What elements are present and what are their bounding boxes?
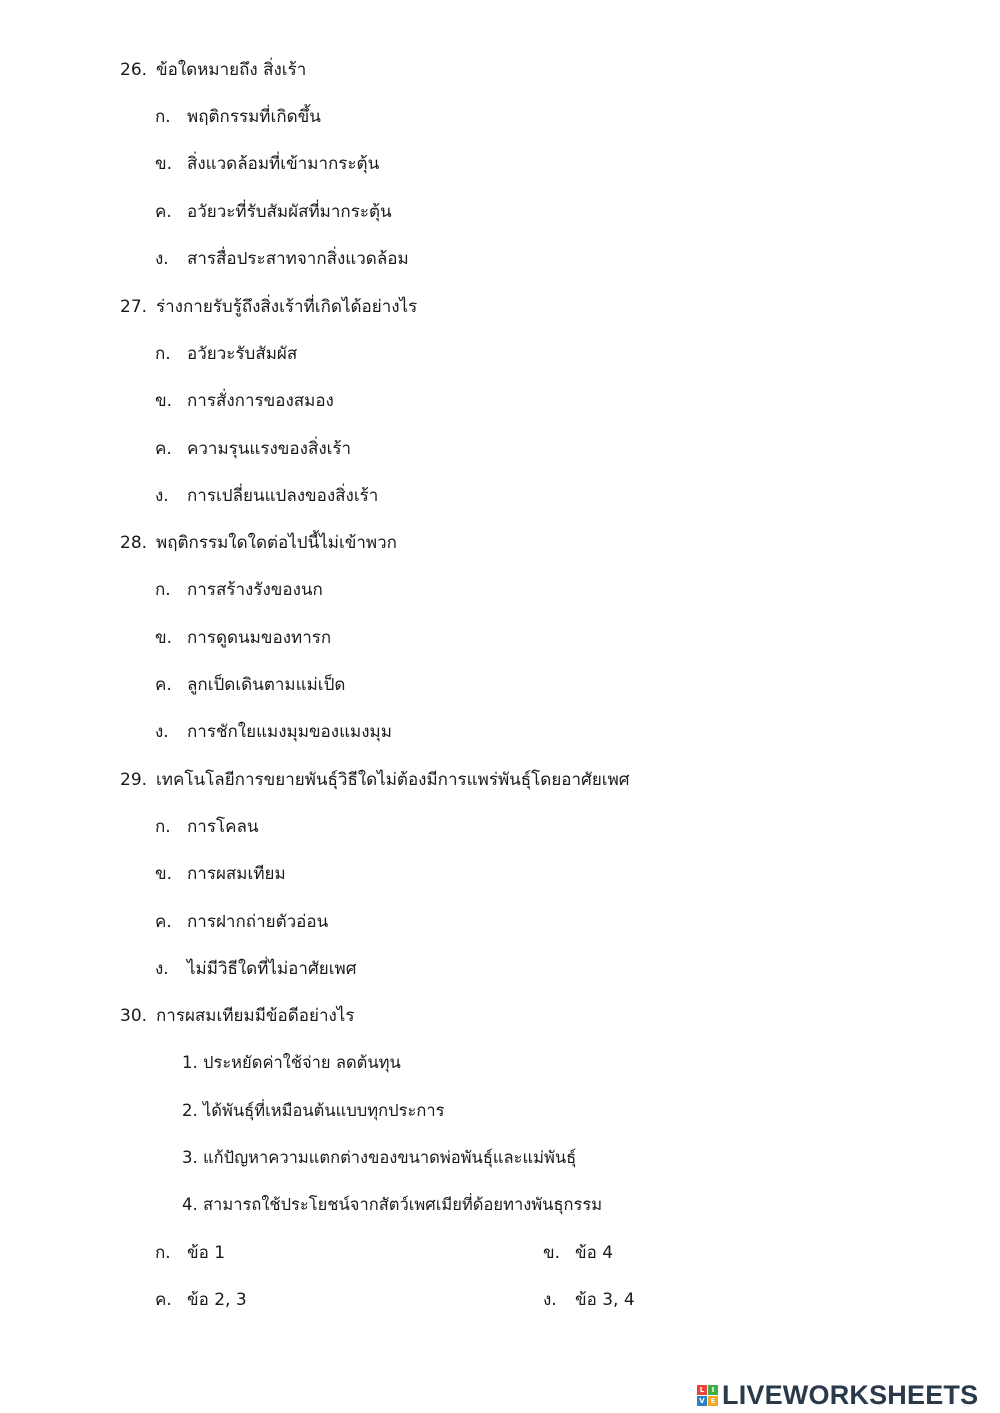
- option-text: ไม่มีวิธีใดที่ไม่อาศัยเพศ: [187, 959, 357, 979]
- option-letter: ง.: [155, 486, 169, 506]
- option-text: ความรุนแรงของสิ่งเร้า: [187, 439, 352, 459]
- option-letter: ค.: [155, 439, 172, 459]
- option-text: การโคลน: [187, 817, 259, 837]
- option-29-a[interactable]: [155, 815, 259, 839]
- option-letter: ข.: [155, 154, 173, 174]
- option-30-b[interactable]: [543, 1241, 613, 1265]
- liveworksheets-logo-icon: [697, 1385, 718, 1406]
- option-28-c[interactable]: [155, 673, 345, 697]
- option-letter: ก.: [155, 817, 171, 837]
- option-text: ลูกเป็ดเดินตามแม่เป็ด: [187, 675, 346, 695]
- option-letter: ค.: [155, 675, 172, 695]
- statement-2: 2. ได้พันธุ์ที่เหมือนต้นแบบทุกประการ: [182, 1101, 445, 1120]
- option-28-a[interactable]: [155, 578, 323, 602]
- option-letter: ค.: [155, 202, 172, 222]
- option-28-b[interactable]: [155, 626, 331, 650]
- option-30-c[interactable]: [155, 1288, 247, 1312]
- option-letter: ก.: [155, 344, 171, 364]
- option-text: ข้อ 1: [187, 1243, 226, 1263]
- option-text: การดูดนมของทารก: [187, 628, 332, 648]
- option-26-a[interactable]: [155, 105, 321, 129]
- question-number: 30.: [120, 1006, 148, 1026]
- option-29-b[interactable]: [155, 862, 286, 886]
- question-number: 26.: [120, 60, 148, 80]
- option-text: ข้อ 4: [575, 1243, 614, 1263]
- option-text: พฤติกรรมที่เกิดขึ้น: [187, 107, 321, 127]
- liveworksheets-brand[interactable]: [697, 1378, 978, 1412]
- option-30-d[interactable]: [543, 1288, 635, 1312]
- option-letter: ข.: [155, 628, 173, 648]
- option-text: การชักใยแมงมุมของแมงมุม: [187, 722, 392, 742]
- logo-tile-e: E: [708, 1396, 718, 1406]
- question-30: [120, 1004, 354, 1028]
- option-text: การฝากถ่ายตัวอ่อน: [187, 912, 329, 932]
- brand-text: LIVEWORKSHEETS: [722, 1379, 979, 1410]
- option-26-d[interactable]: [155, 247, 409, 271]
- option-text: ข้อ 2, 3: [187, 1290, 247, 1310]
- option-letter: ข.: [155, 864, 173, 884]
- option-27-d[interactable]: [155, 484, 378, 508]
- option-letter: ค.: [155, 912, 172, 932]
- option-27-c[interactable]: [155, 437, 351, 461]
- question-text: การผสมเทียมมีข้อดีอย่างไร: [156, 1006, 355, 1026]
- question-number: 27.: [120, 297, 148, 317]
- question-26: [120, 58, 306, 82]
- option-letter: ข.: [155, 391, 173, 411]
- statement-3: 3. แก้ปัญหาความแตกต่างของขนาดพ่อพันธุ์และแม่พันธุ์: [182, 1148, 577, 1167]
- option-letter: ค.: [155, 1290, 172, 1310]
- question-29: [120, 768, 630, 792]
- question-27: [120, 295, 417, 319]
- option-letter: ง.: [155, 959, 169, 979]
- option-text: สารสื่อประสาทจากสิ่งแวดล้อม: [187, 249, 409, 269]
- option-26-b[interactable]: [155, 152, 379, 176]
- question-text: เทคโนโลยีการขยายพันธุ์วิธีใดไม่ต้องมีการแพร่พันธุ์โดยอาศัยเพศ: [156, 770, 630, 790]
- option-letter: ข.: [543, 1243, 561, 1263]
- option-28-d[interactable]: [155, 720, 392, 744]
- statement-1: 1. ประหยัดค่าใช้จ่าย ลดต้นทุน: [182, 1053, 401, 1072]
- option-29-d[interactable]: [155, 957, 357, 981]
- option-30-a[interactable]: [155, 1241, 225, 1265]
- option-text: ข้อ 3, 4: [575, 1290, 635, 1310]
- option-text: อวัยวะรับสัมผัส: [187, 344, 298, 364]
- question-28: [120, 531, 397, 555]
- option-text: อวัยวะที่รับสัมผัสที่มากระตุ้น: [187, 202, 392, 222]
- option-text: สิ่งแวดล้อมที่เข้ามากระตุ้น: [187, 154, 380, 174]
- option-letter: ง.: [155, 722, 169, 742]
- option-text: การสร้างรังของนก: [187, 580, 323, 600]
- option-letter: ก.: [155, 107, 171, 127]
- option-letter: ก.: [155, 580, 171, 600]
- question-text: ร่างกายรับรู้ถึงสิ่งเร้าที่เกิดได้อย่างไร: [156, 297, 418, 317]
- option-text: การผสมเทียม: [187, 864, 286, 884]
- logo-tile-v: V: [697, 1396, 707, 1406]
- logo-tile-l: L: [697, 1385, 707, 1395]
- statement-4: 4. สามารถใช้ประโยชน์จากสัตว์เพศเมียที่ด้อยทางพันธุกรรม: [182, 1195, 603, 1214]
- option-letter: ง.: [543, 1290, 557, 1310]
- option-26-c[interactable]: [155, 200, 392, 224]
- option-text: การเปลี่ยนแปลงของสิ่งเร้า: [187, 486, 379, 506]
- option-29-c[interactable]: [155, 910, 328, 934]
- question-text: ข้อใดหมายถึง สิ่งเร้า: [156, 60, 307, 80]
- logo-tile-i: I: [708, 1385, 718, 1395]
- option-27-a[interactable]: [155, 342, 297, 366]
- option-text: การสั่งการของสมอง: [187, 391, 334, 411]
- question-number: 29.: [120, 770, 148, 790]
- option-letter: ก.: [155, 1243, 171, 1263]
- option-27-b[interactable]: [155, 389, 334, 413]
- question-text: พฤติกรรมใดใดต่อไปนี้ไม่เข้าพวก: [156, 533, 397, 553]
- question-number: 28.: [120, 533, 148, 553]
- option-letter: ง.: [155, 249, 169, 269]
